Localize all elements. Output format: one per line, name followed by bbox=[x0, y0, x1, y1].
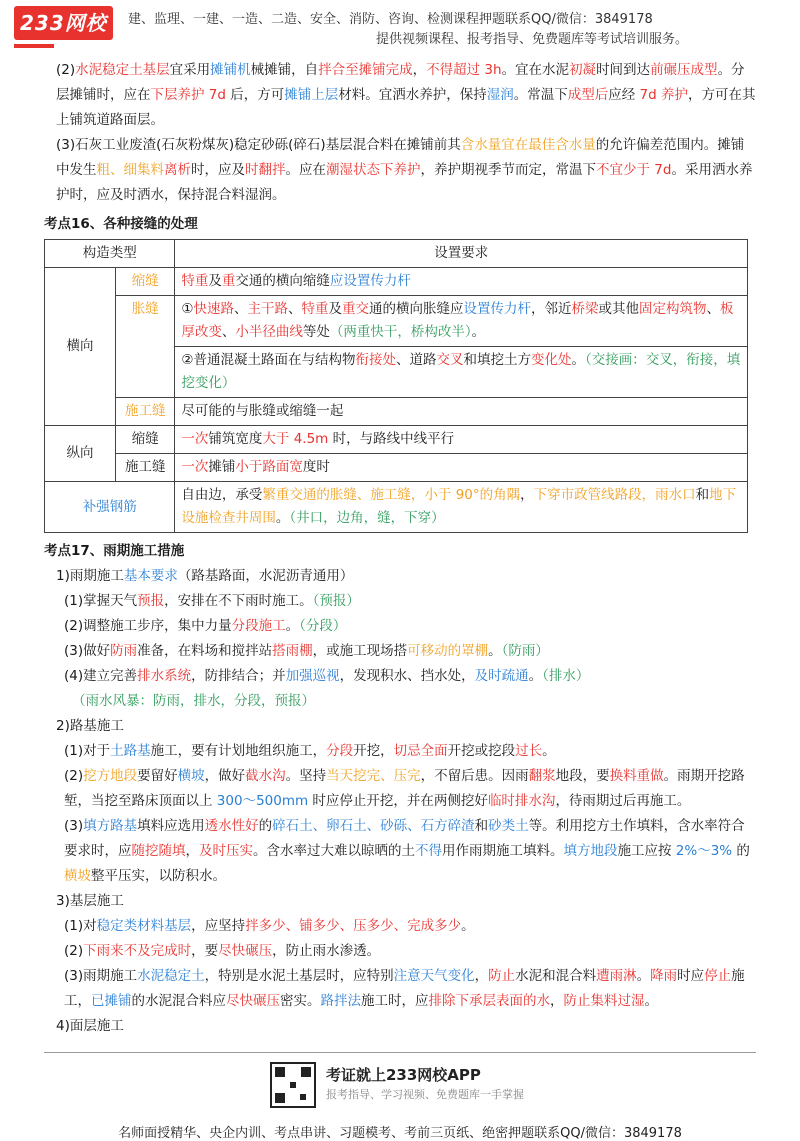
list-item: (3)做好防雨准备，在料场和搅拌站搭雨棚，或施工现场搭可移动的罩棚。（防雨） bbox=[64, 643, 549, 659]
qr-code-icon[interactable] bbox=[270, 1062, 316, 1108]
table-row bbox=[45, 398, 748, 426]
table-header-row bbox=[45, 240, 748, 268]
header-contact-line: 建、监理、一建、一造、二造、安全、消防、咨询、检测课程押题联系QQ/微信：3849178 bbox=[128, 12, 653, 27]
list-item: (1)掌握天气预报，安排在不下雨时施工。（预报） bbox=[64, 593, 360, 609]
list-item: (2)下雨来不及完成时，要尽快碾压，防止雨水渗透。 bbox=[64, 943, 381, 959]
cell-type: 胀缝 bbox=[116, 296, 175, 398]
list-item: (3)雨期施工水泥稳定土，特别是水泥土基层时，应特别注意天气变化，防止水泥和混合料遭雨淋。降雨时应停止施工，已摊铺的水泥混合料应尽快碾压密实。路拌法施工时，应排除下承层表面的水，防止集料过湿。 bbox=[64, 968, 745, 1009]
cell-type: 补强钢筋 bbox=[45, 482, 175, 533]
footer-app-subtitle: 报考指导、学习视频、免费题库一手掌握 bbox=[326, 1088, 524, 1101]
section-title-16: 考点16、各种接缝的处理 bbox=[44, 216, 198, 232]
list-item: 1)雨期施工基本要求（路基路面，水泥沥青通用） bbox=[56, 568, 354, 584]
list-item: (4)建立完善排水系统，防排结合；并加强巡视，发现积水、挡水处，及时疏通。（排水） bbox=[64, 668, 590, 684]
list-item: (2)调整施工步序，集中力量分段施工。（分段） bbox=[64, 618, 347, 634]
paragraph-cement-base: (2)水泥稳定土基层宜采用摊铺机械摊铺，自拌合至摊铺完成，不得超过 3h。宜在水泥初凝时间到达前碾压成型。分层摊铺时，应在下层养护 7d 后，方可摊铺上层材料。宜洒水养护，保持湿润。常温下成型后应经 7d 养护，方可在其上铺筑道路面层。 bbox=[56, 62, 756, 128]
cell-requirement: 一次摊铺小于路面宽度时 bbox=[175, 454, 748, 482]
cell-requirement: 尽可能的与胀缝或缩缝一起 bbox=[175, 398, 748, 426]
cell-type: 缩缝 bbox=[116, 426, 175, 454]
brand-bar bbox=[14, 44, 54, 48]
list-item: (1)对稳定类材料基层，应坚持拌多少、铺多少、压多少、完成多少。 bbox=[64, 918, 475, 934]
brand-logo: 233网校 bbox=[14, 6, 113, 40]
list-item: (3)填方路基填料应选用透水性好的碎石土、卵石土、砂砾、石方碎渣和砂类土等。利用挖方土作填料，含水率符合要求时，应随挖随填，及时压实。含水率过大难以晾晒的土不得用作雨期施工填料。填方地段施工应按 2%～3% 的横坡整平压实，以防积水。 bbox=[64, 818, 750, 884]
cell-type: 施工缝 bbox=[116, 454, 175, 482]
mnemonic: （雨水风暴：防雨，排水，分段，预报） bbox=[72, 693, 315, 709]
page-footer bbox=[0, 1052, 800, 1141]
cell-direction-horizontal: 横向 bbox=[45, 268, 116, 426]
table-row bbox=[45, 454, 748, 482]
cell-requirement: ①快速路、主干路、特重及重交通的横向胀缝应设置传力杆，邻近桥梁或其他固定构筑物、板厚改变、小半径曲线等处（两重快干，桥构改半）。 bbox=[175, 296, 748, 347]
cell-requirement: 自由边，承受繁重交通的胀缝、施工缝，小于 90°的角隅，下穿市政管线路段，雨水口和地下设施检查井周围。（井口，边角，缝，下穿） bbox=[175, 482, 748, 533]
cell-type: 施工缝 bbox=[116, 398, 175, 426]
cell-requirement: ②普通混凝土路面在与结构物衔接处、道路交叉和填挖土方变化处。（交接画：交叉，衔接，填挖变化） bbox=[175, 347, 748, 398]
header-service-line: 提供视频课程、报考指导、免费题库等考试培训服务。 bbox=[376, 32, 689, 47]
page-header bbox=[0, 0, 800, 52]
subsection-title: 4)面层施工 bbox=[56, 1018, 124, 1034]
subsection-title: 2)路基施工 bbox=[56, 718, 124, 734]
cell-direction-vertical: 纵向 bbox=[45, 426, 116, 482]
cell-type: 缩缝 bbox=[116, 268, 175, 296]
table-header-req: 设置要求 bbox=[175, 240, 748, 268]
section-title-17: 考点17、雨期施工措施 bbox=[44, 543, 185, 559]
joint-table bbox=[44, 239, 748, 533]
table-header-type: 构造类型 bbox=[45, 240, 175, 268]
table-row bbox=[45, 268, 748, 296]
cell-requirement: 一次铺筑宽度大于 4.5m 时，与路线中线平行 bbox=[175, 426, 748, 454]
table-row bbox=[45, 482, 748, 533]
footer-contact-line: 名师面授精华、央企内训、考点串讲、习题模考、考前三页纸、绝密押题联系QQ/微信：3849178 bbox=[118, 1126, 682, 1141]
footer-divider bbox=[44, 1052, 756, 1053]
table-row bbox=[45, 296, 748, 347]
cell-requirement: 特重及重交通的横向缩缝应设置传力杆 bbox=[175, 268, 748, 296]
paragraph-lime-base: (3)石灰工业废渣(石灰粉煤灰)稳定砂砾(碎石)基层混合料在摊铺前其含水量宜在最佳含水量的允许偏差范围内。摊铺中发生粗、细集料离析时，应及时翻拌。应在潮湿状态下养护，养护期视季节而定，常温下不宜少于 7d。采用洒水养护时，应及时洒水，保持混合料湿润。 bbox=[56, 137, 753, 203]
table-row bbox=[45, 426, 748, 454]
document-body bbox=[44, 58, 756, 1039]
list-item: (2)挖方地段要留好横坡，做好截水沟。坚持当天挖完、压完，不留后患。因雨翻浆地段，要换料重做。雨期开挖路堑，当挖至路床顶面以上 300～500mm 时应停止开挖，并在两侧挖好临时排水沟，待雨期过后再施工。 bbox=[64, 768, 745, 809]
footer-app-title: 考证就上233网校APP bbox=[326, 1066, 481, 1084]
list-item: (1)对于土路基施工，要有计划地组织施工，分段开挖，切忌全面开挖或挖段过长。 bbox=[64, 743, 556, 759]
subsection-title: 3)基层施工 bbox=[56, 893, 124, 909]
